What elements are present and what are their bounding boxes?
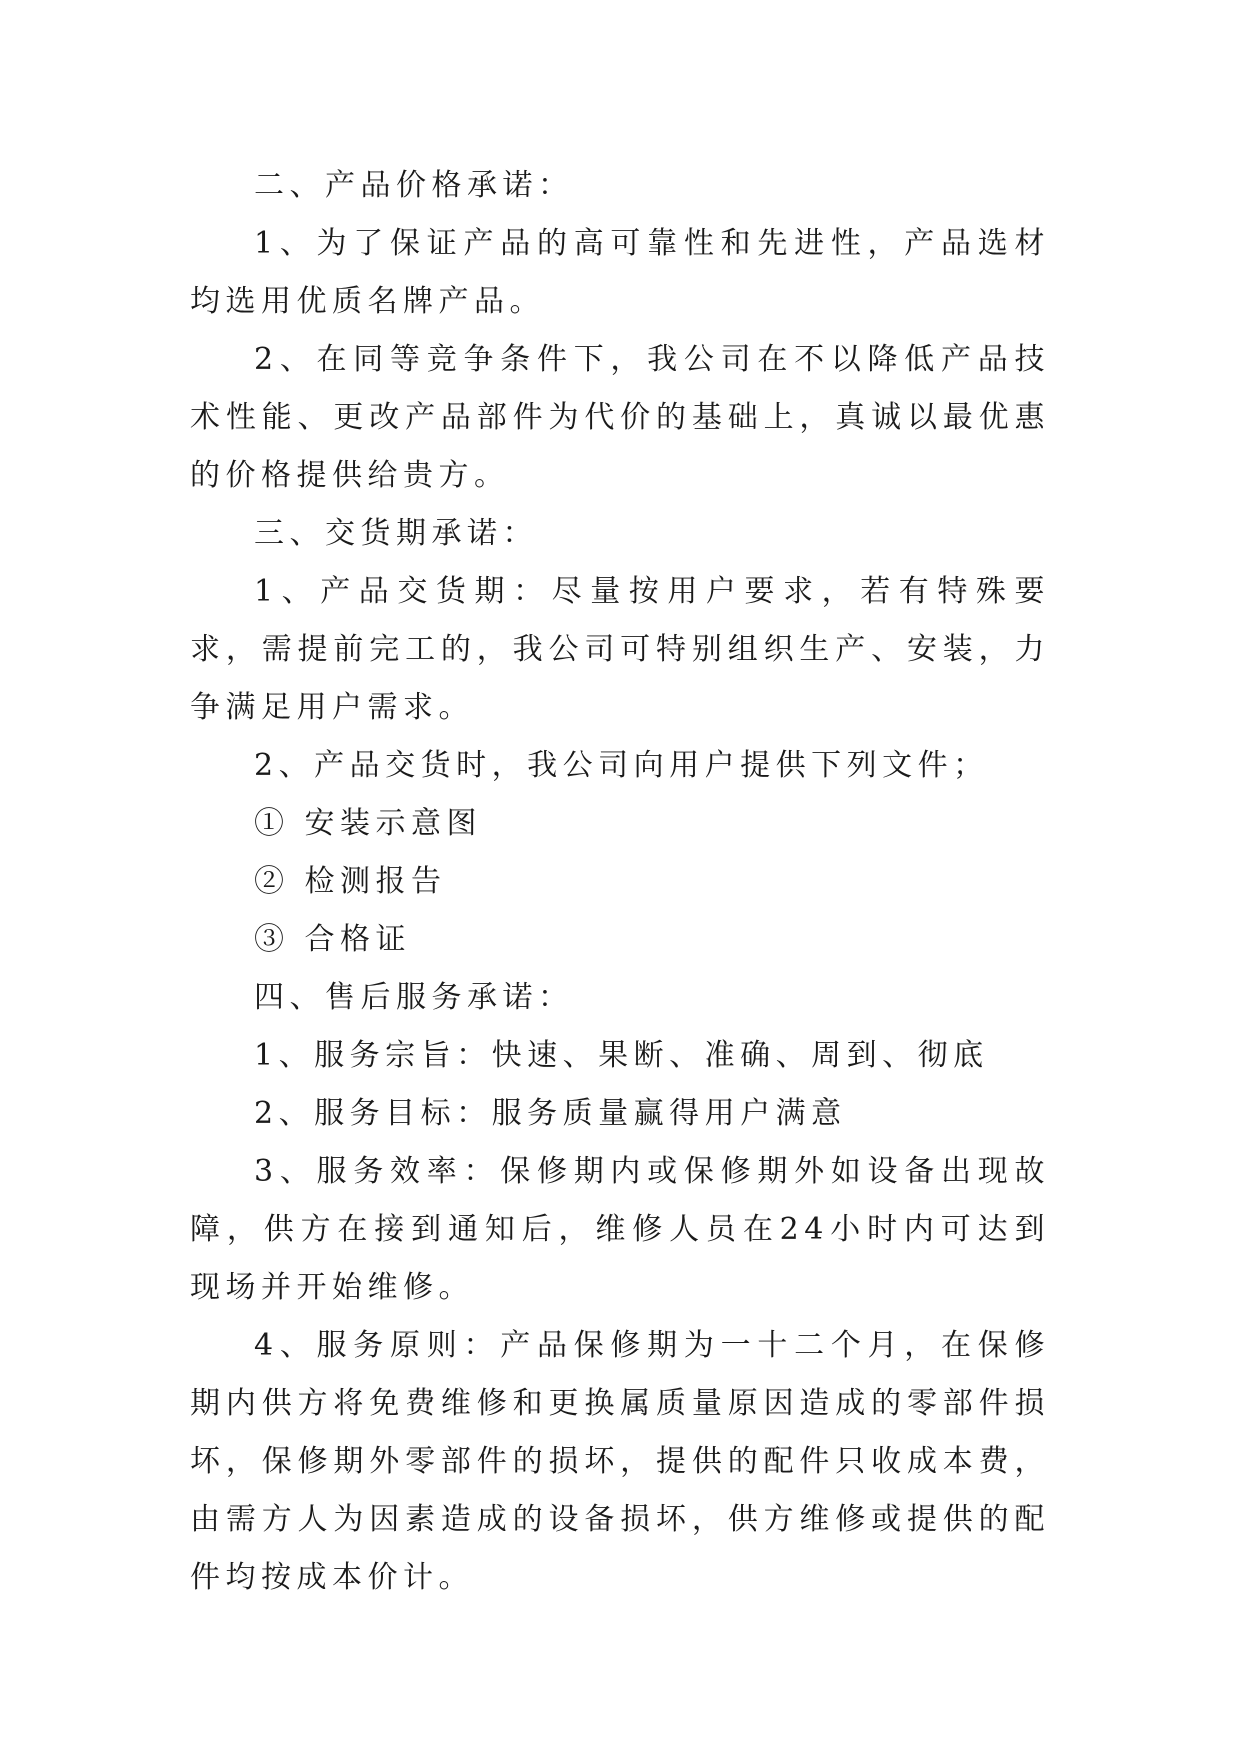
delivery-clause-1: 1、产品交货期：尽量按用户要求，若有特殊要求，需提前完工的，我公司可特别组织生产、安装，力争满足用户需求。 <box>190 574 1050 725</box>
section-heading-delivery: 三、交货期承诺： <box>254 516 538 551</box>
delivery-document-item: ① 安装示意图 <box>254 806 483 841</box>
delivery-document-item: ③ 合格证 <box>254 922 412 957</box>
document-body <box>190 157 1050 1607</box>
service-clause-4: 4、服务原则：产品保修期为一十二个月，在保修期内供方将免费维修和更换属质量原因造成的零部件损坏，保修期外零部件的损坏，提供的配件只收成本费，由需方人为因素造成的设备损坏，供方维修或提供的配件均按成本价计。 <box>190 1328 1050 1595</box>
price-clause-1: 1、为了保证产品的高可靠性和先进性，产品选材均选用优质名牌产品。 <box>190 226 1050 319</box>
service-clause-2: 2、服务目标：服务质量赢得用户满意 <box>254 1096 847 1131</box>
service-clause-3: 3、服务效率：保修期内或保修期外如设备出现故障，供方在接到通知后，维修人员在24小时内可达到现场并开始维修。 <box>190 1154 1050 1305</box>
section-heading-after-sales: 四、售后服务承诺： <box>254 980 574 1015</box>
delivery-document-item: ② 检测报告 <box>254 864 447 899</box>
delivery-clause-2: 2、产品交货时，我公司向用户提供下列文件； <box>254 748 989 783</box>
price-clause-2: 2、在同等竞争条件下，我公司在不以降低产品技术性能、更改产品部件为代价的基础上，真诚以最优惠的价格提供给贵方。 <box>190 342 1050 493</box>
section-heading-price: 二、产品价格承诺： <box>254 168 574 203</box>
service-clause-1: 1、服务宗旨：快速、果断、准确、周到、彻底 <box>254 1038 989 1073</box>
